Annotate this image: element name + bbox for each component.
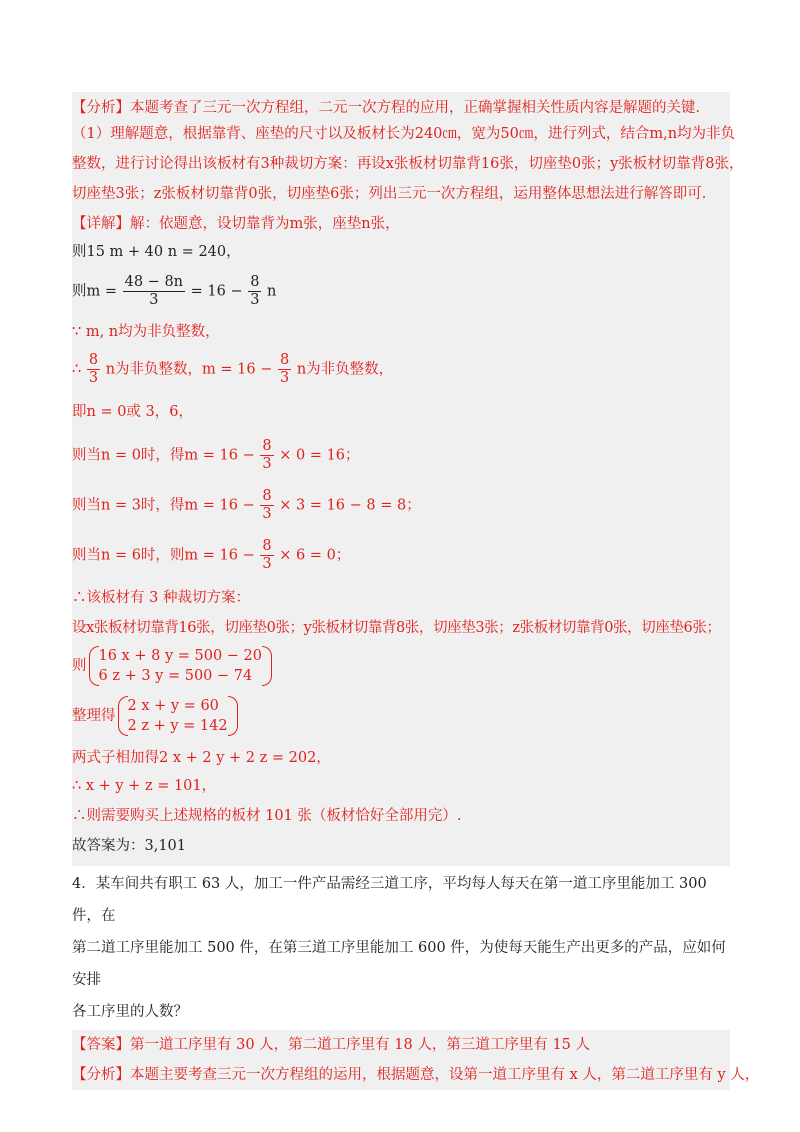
case-n6: 则当n = 6时，则m = 16 − $\frac{8}{3}$ × 6 = 0； [72, 538, 351, 572]
n-values: 即n = 0或 3，6， [72, 404, 193, 420]
fraction: $\frac{8}{3}$ [279, 352, 290, 386]
equation-system: 2 x + y = 60 2 z + y = 142 [116, 696, 238, 736]
answer-4-block [72, 1030, 760, 1090]
fraction: $\frac{8}{3}$ [262, 488, 272, 522]
analysis-4-tag: 【分析】 [72, 1067, 130, 1083]
equation-2: 则m = $\frac{48 - 8n}{3}$ = 16 − $\frac{8}{3}$ n [72, 274, 277, 308]
setup-statement: 设x张板材切靠背16张，切座垫0张；y张板材切靠背8张，切座垫3张；z张板材切靠背0张，切座垫6张； [72, 620, 721, 636]
detail-tag: 【详解】 [72, 216, 130, 232]
question-4 [72, 866, 730, 1028]
question-4-line-3: 各工序里的人数？ [72, 1004, 188, 1020]
fraction: $\frac{48 - 8n}{3}$ [124, 274, 184, 308]
answer-4: 【答案】第一道工序里有 30 人，第二道工序里有 18 人，第三道工序里有 15 人 [72, 1037, 591, 1053]
detail-block [72, 214, 730, 866]
document-page [72, 92, 760, 1090]
fraction: $\frac{8}{3}$ [262, 438, 272, 472]
fraction: $\frac{8}{3}$ [262, 538, 272, 572]
conclusion-statement: ∴则需要购买上述规格的板材 101 张（板材恰好全部用完）. [72, 808, 462, 824]
answer-tag: 【答案】 [72, 1037, 130, 1053]
question-4-line-2: 第二道工序里能加工 500 件，在第三道工序里能加工 600 件，为使每天能生产出更多的产品，应如何安排 [72, 940, 726, 988]
equation-system-2: 整理得 2 x + y = 60 2 z + y = 142 [72, 696, 730, 748]
case-n3: 则当n = 3时，得m = 16 − $\frac{8}{3}$ × 3 = 16 − 8 = 8； [72, 488, 421, 522]
result-statement: ∴ x + y + z = 101， [72, 778, 217, 794]
sum-statement: 两式子相加得2 x + 2 y + 2 z = 202， [72, 750, 331, 766]
equation-system-1: 则 16 x + 8 y = 500 − 20 6 z + 3 y = 500 − 74 [72, 646, 730, 696]
analysis-4: 【分析】本题主要考查三元一次方程组的运用，根据题意，设第一道工序里有 x 人，第二道工序里有 y 人， [72, 1067, 760, 1083]
fraction: $\frac{8}{3}$ [88, 352, 99, 386]
fraction: $\frac{8}{3}$ [250, 274, 260, 308]
analysis-line-3: 整数，进行讨论得出该板材有3种裁切方案：再设x张板材切靠背16张，切座垫0张；y张板材切靠背8张， [72, 156, 744, 172]
therefore-statement: ∴ $\frac{8}{3}$ n为非负整数，m = 16 − $\frac{8}{3}$ n为非负整数， [72, 352, 394, 386]
analysis-block [72, 92, 744, 214]
case-n0: 则当n = 0时，得m = 16 − $\frac{8}{3}$ × 0 = 16； [72, 438, 360, 472]
analysis-line-4: 切座垫3张；z张板材切靠背0张，切座垫6张；列出三元一次方程组，运用整体思想法进行解答即可. [72, 186, 707, 202]
equation-1: 则15 m + 40 n = 240， [72, 244, 241, 260]
final-answer: 故答案为：3,101 [72, 838, 187, 854]
since-statement: ∵ m, n均为非负整数， [72, 324, 220, 340]
analysis-tag: 【分析】 [72, 100, 130, 116]
analysis-line-1: 【分析】本题考查了三元一次方程组，二元一次方程的应用，正确掌握相关性质内容是解题的关键. [72, 100, 701, 116]
equation-system: 16 x + 8 y = 500 − 20 6 z + 3 y = 500 − 74 [87, 646, 273, 686]
question-4-line-1: 4．某车间共有职工 63 人，加工一件产品需经三道工序，平均每人每天在第一道工序里能加工 300 件，在 [72, 876, 707, 924]
plans-statement: ∴该板材有 3 种裁切方案： [72, 590, 250, 606]
analysis-line-2: （1）理解题意，根据靠背、座垫的尺寸以及板材长为240㎝，宽为50㎝，进行列式，结合m,n均为非负 [72, 126, 736, 142]
detail-intro: 【详解】解：依题意，设切靠背为m张，座垫n张， [72, 216, 400, 232]
